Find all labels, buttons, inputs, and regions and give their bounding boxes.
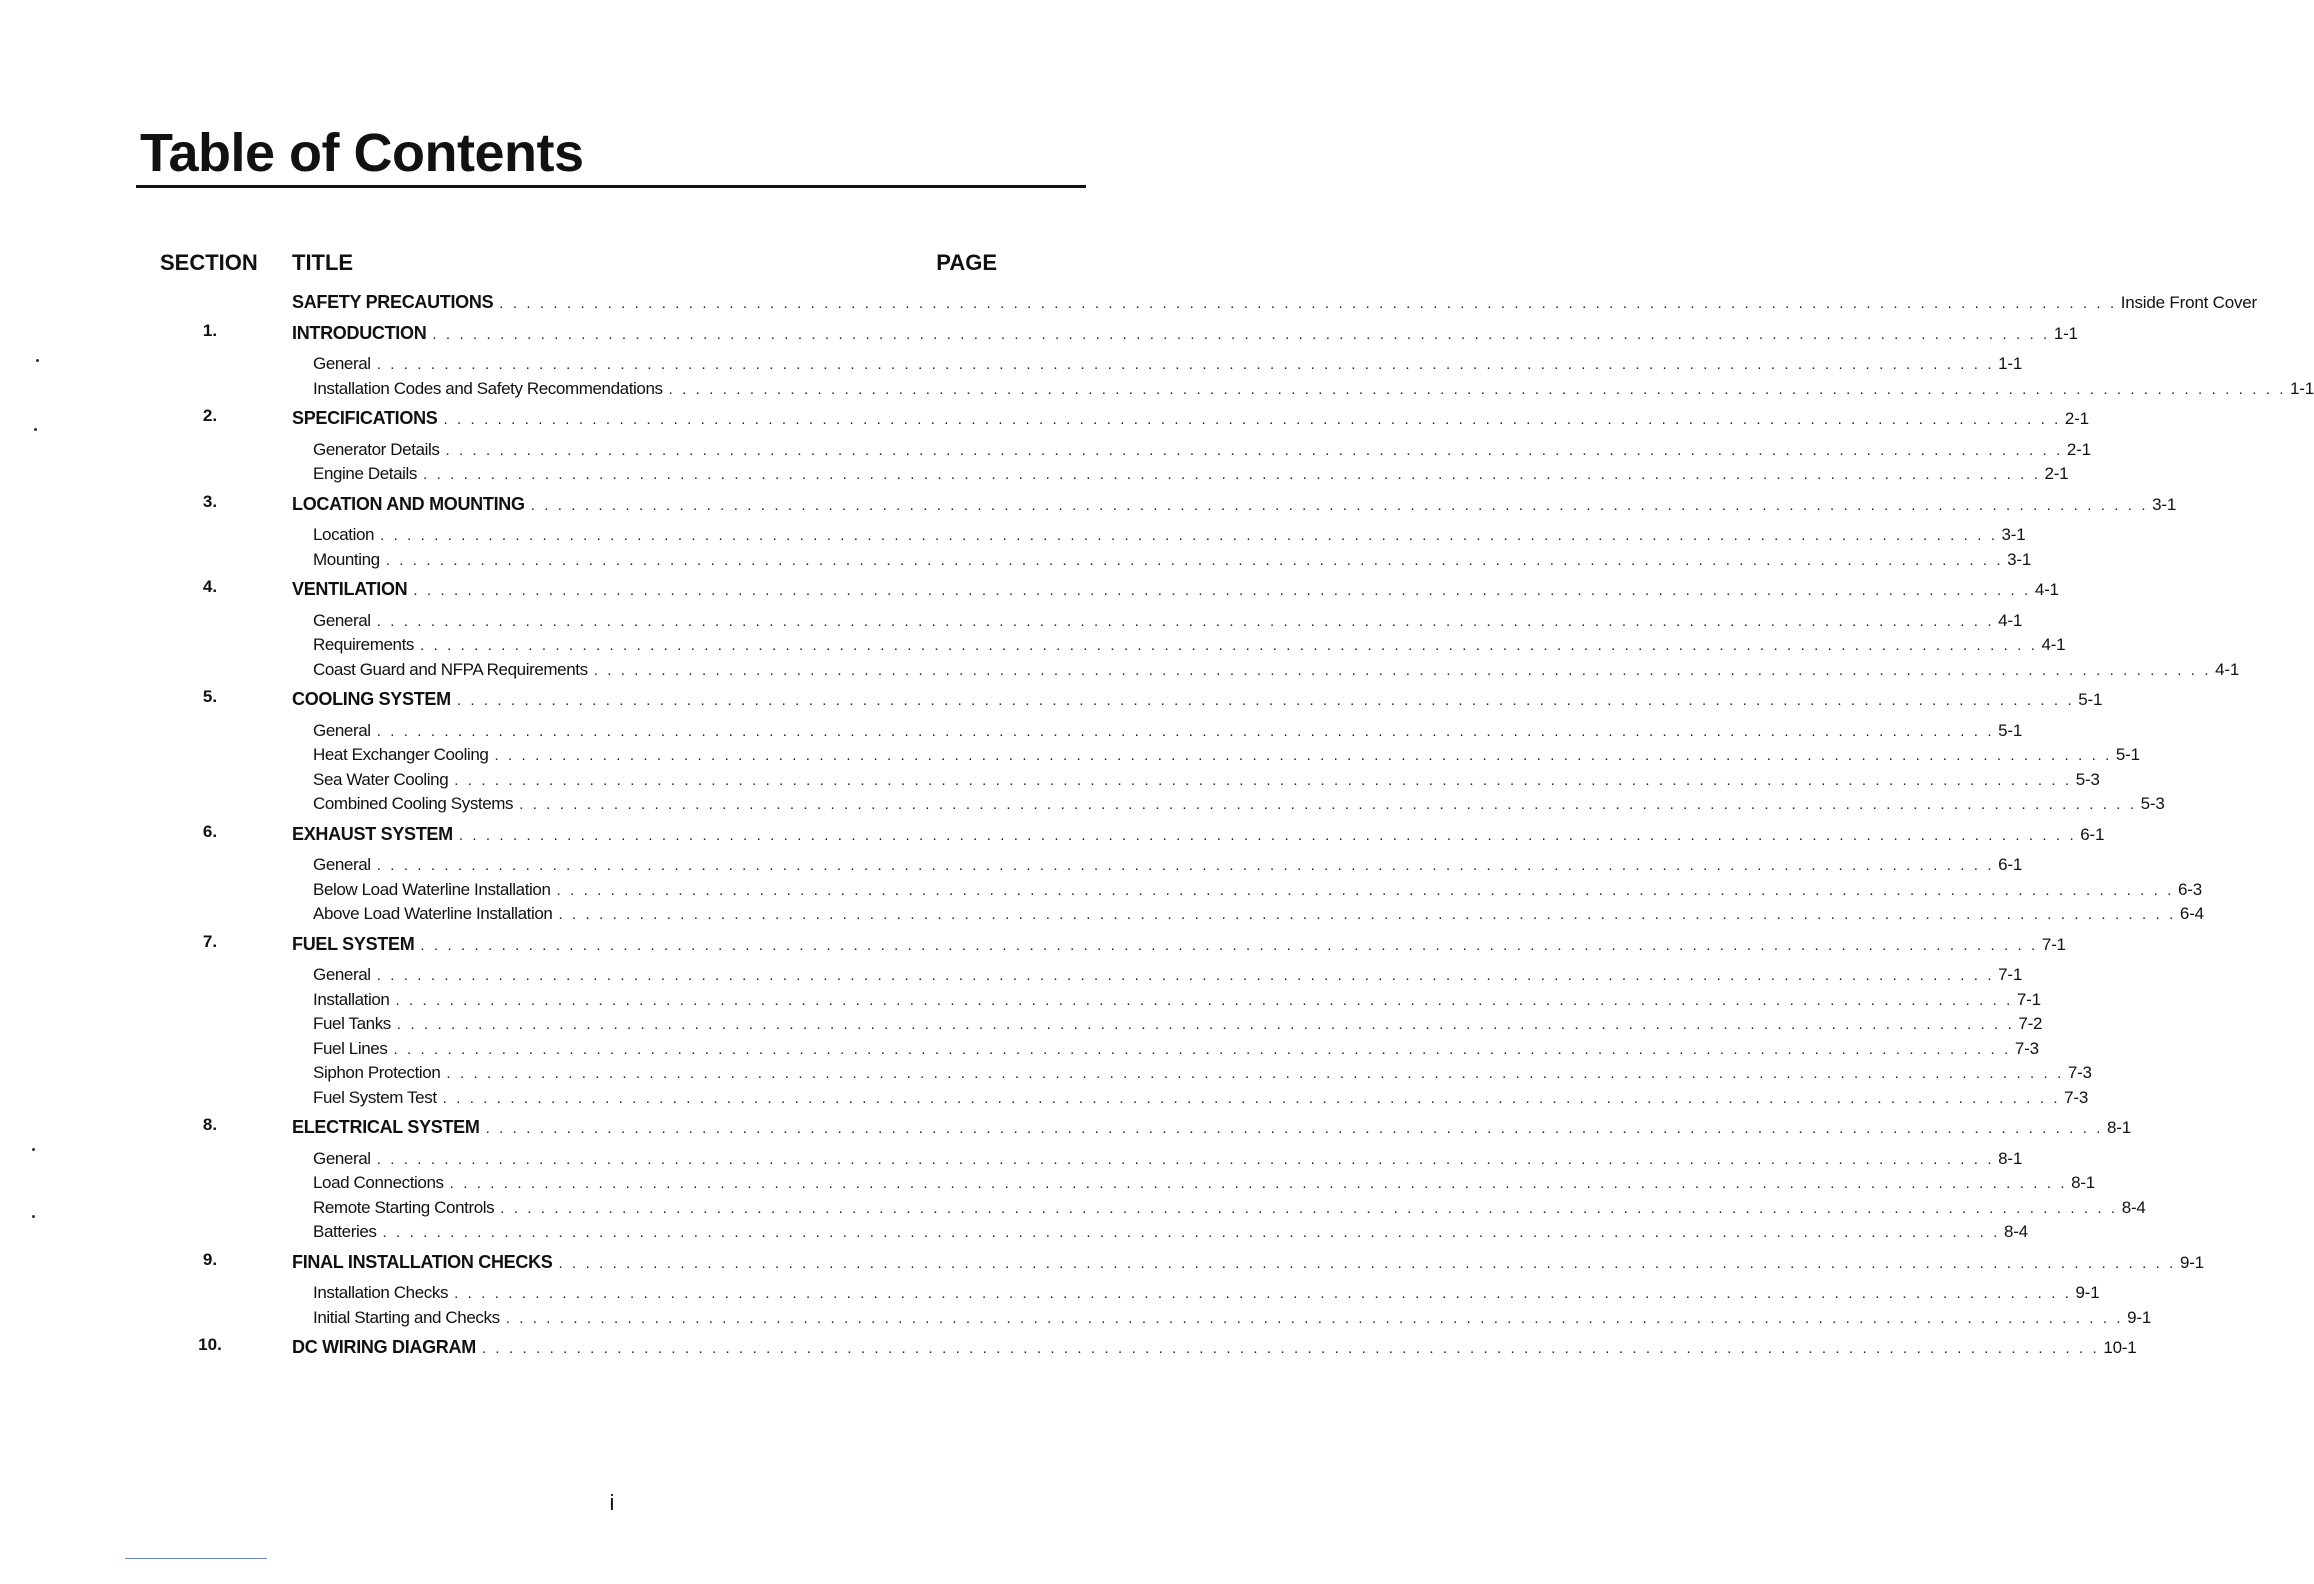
dot-leader: . . . . . . . . . . . . . . . . . . . . . . . . . . . . . . . . . . . . . . . . . . . . . . . . . . . . . . . . . . . . . . . . . . . . . . . . . . . . . . . . . . . . . . . . . . . . . . . . . . . . . . . . . . . . . . . . . . . . . . . . <box>442 1089 2061 1107</box>
page-title: Table of Contents <box>140 123 584 183</box>
entry-page: 1-1 <box>2053 323 2078 343</box>
entry-page: Inside Front Cover <box>2120 293 2257 312</box>
dot-leader: . . . . . . . . . . . . . . . . . . . . . . . . . . . . . . . . . . . . . . . . . . . . . . . . . . . . . . . . . . . . . . . . . . . . . . . . . . . . . . . . . . . . . . . . . . . . . . . . . . . . . . . . . . . . . . . . . . . . . . . . <box>423 466 2041 483</box>
toc-subsection-row <box>0 960 2023 985</box>
scan-artifact-line <box>125 1558 267 1559</box>
toc-subsection-row <box>0 1193 2146 1218</box>
toc-subsection-row <box>0 765 2100 790</box>
toc-subsection-row <box>0 1303 2152 1328</box>
dot-leader: . . . . . . . . . . . . . . . . . . . . . . . . . . . . . . . . . . . . . . . . . . . . . . . . . . . . . . . . . . . . . . . . . . . . . . . . . . . . . . . . . . . . . . . . . . . . . . . . . . . . . . . . . . . . . . . . . . . . . . . . <box>393 1040 2011 1058</box>
dot-leader: . . . . . . . . . . . . . . . . . . . . . . . . . . . . . . . . . . . . . . . . . . . . . . . . . . . . . . . . . . . . . . . . . . . . . . . . . . . . . . . . . . . . . . . . . . . . . . . . . . . . . . . . . . . . . . . . . . . . . . . . <box>668 380 2287 398</box>
dot-leader: . . . . . . . . . . . . . . . . . . . . . . . . . . . . . . . . . . . . . . . . . . . . . . . . . . . . . . . . . . . . . . . . . . . . . . . . . . . . . . . . . . . . . . . . . . . . . . . . . . . . . . . . . . . . . . . . . . . . . . . . <box>396 1016 2015 1033</box>
toc-entry <box>292 1333 2137 1358</box>
dot-leader: . . . . . . . . . . . . . . . . . . . . . . . . . . . . . . . . . . . . . . . . . . . . . . . . . . . . . . . . . . . . . . . . . . . . . . . . . . . . . . . . . . . . . . . . . . . . . . . . . . . . . . . . . . . . . . . . . . . . . . . . <box>558 906 2176 923</box>
entry-title: SPECIFICATIONS <box>292 408 438 428</box>
entry-title: EXHAUST SYSTEM <box>292 823 453 844</box>
entry-page: 8-1 <box>2107 1118 2132 1137</box>
section-number: 4. <box>202 577 218 596</box>
entry-title: General <box>313 855 371 874</box>
toc-entry <box>292 319 2078 344</box>
entry-page: 3-1 <box>2001 525 2026 544</box>
toc-section-row <box>0 820 2105 845</box>
toc-section-row <box>0 1333 2137 1358</box>
dot-leader: . . . . . . . . . . . . . . . . . . . . . . . . . . . . . . . . . . . . . . . . . . . . . . . . . . . . . . . . . . . . . . . . . . . . . . . . . . . . . . . . . . . . . . . . . . . . . . . . . . . . . . . . . . . . . . . . . . . . . . . . <box>420 936 2038 954</box>
section-number: 8. <box>202 1115 218 1134</box>
toc-subsection-row <box>0 374 2314 399</box>
page-number: i <box>609 1490 615 1515</box>
toc-section-row <box>0 288 2257 313</box>
toc-subsection-row <box>0 850 2023 875</box>
entry-title: Requirements <box>313 635 415 654</box>
toc-entry <box>313 545 2032 570</box>
toc-entry <box>313 374 2314 399</box>
entry-page: 4-1 <box>2215 659 2240 679</box>
section-number: 6. <box>202 821 218 841</box>
toc-entry <box>313 1058 2092 1083</box>
toc-subsection-row <box>0 630 2066 655</box>
toc-subsection-row <box>0 545 2032 570</box>
dot-leader: . . . . . . . . . . . . . . . . . . . . . . . . . . . . . . . . . . . . . . . . . . . . . . . . . . . . . . . . . . . . . . . . . . . . . . . . . . . . . . . . . . . . . . . . . . . . . . . . . . . . . . . . . . . . . . . . . . . . . . . . <box>376 1150 1995 1168</box>
entry-page: 6-3 <box>2177 879 2202 899</box>
entry-title: COOLING SYSTEM <box>292 689 451 709</box>
entry-title: Fuel System Test <box>313 1087 437 1107</box>
toc-subsection-row <box>0 875 2202 900</box>
toc-entry <box>313 435 2091 460</box>
entry-title: General <box>313 1148 371 1168</box>
entry-title: Initial Starting and Checks <box>313 1307 500 1327</box>
dot-leader: . . . . . . . . . . . . . . . . . . . . . . . . . . . . . . . . . . . . . . . . . . . . . . . . . . . . . . . . . . . . . . . . . . . . . . . . . . . . . . . . . . . . . . . . . . . . . . . . . . . . . . . . . . . . . . . . . . . . . . . . <box>376 722 1995 740</box>
entry-page: 5-1 <box>2078 690 2103 709</box>
entry-page: 6-1 <box>1998 855 2023 874</box>
entry-page: 7-2 <box>2018 1014 2043 1033</box>
toc-entry <box>313 1193 2146 1218</box>
toc-section-row <box>0 404 2089 429</box>
toc-section-row <box>0 685 2103 710</box>
dot-leader: . . . . . . . . . . . . . . . . . . . . . . . . . . . . . . . . . . . . . . . . . . . . . . . . . . . . . . . . . . . . . . . . . . . . . . . . . . . . . . . . . . . . . . . . . . . . . . . . . . . . . . . . . . . . . . . . . . . . . . . . <box>456 692 2075 709</box>
toc-entry <box>313 985 2041 1010</box>
entry-title: VENTILATION <box>292 579 408 599</box>
toc-entry <box>313 655 2240 680</box>
toc-subsection-row <box>0 1083 2089 1108</box>
entry-page: 7-3 <box>2014 1038 2039 1058</box>
dot-leader: . . . . . . . . . . . . . . . . . . . . . . . . . . . . . . . . . . . . . . . . . . . . . . . . . . . . . . . . . . . . . . . . . . . . . . . . . . . . . . . . . . . . . . . . . . . . . . . . . . . . . . . . . . . . . . . . . . . . . . . . <box>481 1340 2100 1357</box>
section-number: 3. <box>202 491 218 511</box>
scan-speck <box>32 1215 35 1218</box>
dot-leader: . . . . . . . . . . . . . . . . . . . . . . . . . . . . . . . . . . . . . . . . . . . . . . . . . . . . . . . . . . . . . . . . . . . . . . . . . . . . . . . . . . . . . . . . . . . . . . . . . . . . . . . . . . . . . . . . . . . . . . . . <box>385 551 2004 569</box>
dot-leader: . . . . . . . . . . . . . . . . . . . . . . . . . . . . . . . . . . . . . . . . . . . . . . . . . . . . . . . . . . . . . . . . . . . . . . . . . . . . . . . . . . . . . . . . . . . . . . . . . . . . . . . . . . . . . . . . . . . . . . . . <box>432 325 2050 343</box>
entry-title: Installation Checks <box>313 1283 449 1302</box>
section-number: 9. <box>202 1249 218 1269</box>
column-header-page: PAGE <box>936 250 997 275</box>
entry-page: 6-4 <box>2179 904 2204 923</box>
toc-entry <box>292 930 2066 955</box>
dot-leader: . . . . . . . . . . . . . . . . . . . . . . . . . . . . . . . . . . . . . . . . . . . . . . . . . . . . . . . . . . . . . . . . . . . . . . . . . . . . . . . . . . . . . . . . . . . . . . . . . . . . . . . . . . . . . . . . . . . . . . . . <box>558 1254 2176 1272</box>
toc-entry <box>292 1113 2132 1138</box>
entry-title: Location <box>313 525 375 544</box>
entry-page: 7-1 <box>2041 934 2066 954</box>
toc-subsection-row <box>0 899 2204 924</box>
column-header-title: TITLE <box>292 250 354 275</box>
toc-entry <box>313 520 2026 545</box>
toc-subsection-row <box>0 740 2140 765</box>
toc-subsection-row <box>0 1034 2039 1059</box>
toc-entry <box>313 630 2066 655</box>
entry-title: Generator Details <box>313 439 440 459</box>
toc-subsection-row <box>0 459 2069 484</box>
dot-leader: . . . . . . . . . . . . . . . . . . . . . . . . . . . . . . . . . . . . . . . . . . . . . . . . . . . . . . . . . . . . . . . . . . . . . . . . . . . . . . . . . . . . . . . . . . . . . . . . . . . . . . . . . . . . . . . . . . . . . . . . <box>445 441 2063 459</box>
toc-entry <box>313 1217 2028 1242</box>
toc-section-row <box>0 1113 2132 1138</box>
entry-title: Combined Cooling Systems <box>313 794 514 813</box>
entry-title: Siphon Protection <box>313 1063 441 1082</box>
dot-leader: . . . . . . . . . . . . . . . . . . . . . . . . . . . . . . . . . . . . . . . . . . . . . . . . . . . . . . . . . . . . . . . . . . . . . . . . . . . . . . . . . . . . . . . . . . . . . . . . . . . . . . . . . . . . . . . . . . . . . . . . <box>593 661 2212 679</box>
section-number: 5. <box>202 687 218 706</box>
section-number: 1. <box>202 320 218 340</box>
entry-title: Heat Exchanger Cooling <box>313 745 489 764</box>
entry-page: 2-1 <box>2044 464 2069 483</box>
scan-speck <box>36 359 39 362</box>
toc-entry <box>313 1083 2089 1108</box>
toc-subsection-row <box>0 655 2240 680</box>
toc-subsection-row <box>0 1009 2043 1034</box>
scan-speck <box>32 1148 35 1151</box>
toc-entry <box>292 1248 2204 1273</box>
dot-leader: . . . . . . . . . . . . . . . . . . . . . . . . . . . . . . . . . . . . . . . . . . . . . . . . . . . . . . . . . . . . . . . . . . . . . . . . . . . . . . . . . . . . . . . . . . . . . . . . . . . . . . . . . . . . . . . . . . . . . . . . <box>446 1065 2064 1082</box>
entry-title: Sea Water Cooling <box>313 769 449 789</box>
toc-entry <box>313 716 2023 741</box>
dot-leader: . . . . . . . . . . . . . . . . . . . . . . . . . . . . . . . . . . . . . . . . . . . . . . . . . . . . . . . . . . . . . . . . . . . . . . . . . . . . . . . . . . . . . . . . . . . . . . . . . . . . . . . . . . . . . . . . . . . . . . . . <box>454 1285 2072 1302</box>
entry-page: 7-3 <box>2064 1087 2089 1107</box>
dot-leader: . . . . . . . . . . . . . . . . . . . . . . . . . . . . . . . . . . . . . . . . . . . . . . . . . . . . . . . . . . . . . . . . . . . . . . . . . . . . . . . . . . . . . . . . . . . . . . . . . . . . . . . . . . . . . . . . . . . . . . . . <box>449 1175 2068 1192</box>
toc-entry <box>313 960 2023 985</box>
toc-subsection-row <box>0 1058 2092 1083</box>
entry-title: DC WIRING DIAGRAM <box>292 1337 476 1357</box>
entry-title: Mounting <box>313 549 380 569</box>
entry-title: General <box>313 965 371 984</box>
entry-page: 4-1 <box>2041 635 2066 654</box>
dot-leader: . . . . . . . . . . . . . . . . . . . . . . . . . . . . . . . . . . . . . . . . . . . . . . . . . . . . . . . . . . . . . . . . . . . . . . . . . . . . . . . . . . . . . . . . . . . . . . . . . . . . . . . . . . . . . . . . . . . . . . . . <box>380 527 1998 544</box>
entry-title: Installation Codes and Safety Recommendations <box>313 378 663 398</box>
toc-entry <box>313 1009 2043 1034</box>
toc-entry <box>313 349 2023 374</box>
entry-page: 8-4 <box>2003 1222 2028 1241</box>
entry-page: 4-1 <box>1998 610 2023 630</box>
dot-leader: . . . . . . . . . . . . . . . . . . . . . . . . . . . . . . . . . . . . . . . . . . . . . . . . . . . . . . . . . . . . . . . . . . . . . . . . . . . . . . . . . . . . . . . . . . . . . . . . . . . . . . . . . . . . . . . . . . . . . . . . <box>500 1199 2118 1217</box>
toc-entry <box>292 490 2177 515</box>
entry-title: Coast Guard and NFPA Requirements <box>313 659 588 679</box>
entry-page: 3-1 <box>2152 494 2177 514</box>
entry-page: 5-1 <box>1998 720 2023 740</box>
toc-subsection-row <box>0 1168 2096 1193</box>
dot-leader: . . . . . . . . . . . . . . . . . . . . . . . . . . . . . . . . . . . . . . . . . . . . . . . . . . . . . . . . . . . . . . . . . . . . . . . . . . . . . . . . . . . . . . . . . . . . . . . . . . . . . . . . . . . . . . . . . . . . . . . . <box>382 1224 2000 1241</box>
entry-title: Installation <box>313 989 390 1009</box>
dot-leader: . . . . . . . . . . . . . . . . . . . . . . . . . . . . . . . . . . . . . . . . . . . . . . . . . . . . . . . . . . . . . . . . . . . . . . . . . . . . . . . . . . . . . . . . . . . . . . . . . . . . . . . . . . . . . . . . . . . . . . . . <box>519 796 2137 813</box>
toc-entry <box>313 459 2069 484</box>
entry-page: 4-1 <box>2034 580 2059 599</box>
dot-leader: . . . . . . . . . . . . . . . . . . . . . . . . . . . . . . . . . . . . . . . . . . . . . . . . . . . . . . . . . . . . . . . . . . . . . . . . . . . . . . . . . . . . . . . . . . . . . . . . . . . . . . . . . . . . . . . . . . . . . . . . <box>376 356 1995 373</box>
dot-leader: . . . . . . . . . . . . . . . . . . . . . . . . . . . . . . . . . . . . . . . . . . . . . . . . . . . . . . . . . . . . . . . . . . . . . . . . . . . . . . . . . . . . . . . . . . . . . . . . . . . . . . . . . . . . . . . . . . . . . . . . <box>443 411 2061 428</box>
entry-title: ELECTRICAL SYSTEM <box>292 1117 480 1137</box>
toc-section-row <box>0 1248 2204 1273</box>
title-underline <box>136 185 1086 188</box>
entry-title: Remote Starting Controls <box>313 1197 495 1217</box>
entry-title: SAFETY PRECAUTIONS <box>292 292 494 312</box>
entry-page: 7-1 <box>1998 965 2023 984</box>
toc-entry <box>313 1168 2096 1193</box>
dot-leader: . . . . . . . . . . . . . . . . . . . . . . . . . . . . . . . . . . . . . . . . . . . . . . . . . . . . . . . . . . . . . . . . . . . . . . . . . . . . . . . . . . . . . . . . . . . . . . . . . . . . . . . . . . . . . . . . . . . . . . . . <box>413 582 2031 599</box>
entry-page: 5-3 <box>2140 794 2165 813</box>
dot-leader: . . . . . . . . . . . . . . . . . . . . . . . . . . . . . . . . . . . . . . . . . . . . . . . . . . . . . . . . . . . . . . . . . . . . . . . . . . . . . . . . . . . . . . . . . . . . . . . . . . . . . . . . . . . . . . . . . . . . . . . . <box>376 967 1995 984</box>
toc-subsection-row <box>0 520 2026 545</box>
section-number: 2. <box>202 406 218 425</box>
dot-leader: . . . . . . . . . . . . . . . . . . . . . . . . . . . . . . . . . . . . . . . . . . . . . . . . . . . . . . . . . . . . . . . . . . . . . . . . . . . . . . . . . . . . . . . . . . . . . . . . . . . . . . . . . . . . . . . . . . . . . . . . <box>556 881 2174 899</box>
toc-subsection-row <box>0 349 2023 374</box>
toc-subsection-row <box>0 1278 2100 1303</box>
entry-title: Load Connections <box>313 1173 444 1192</box>
toc-subsection-row <box>0 1217 2028 1242</box>
toc-entry <box>292 820 2105 845</box>
toc-subsection-row <box>0 435 2091 460</box>
toc-section-row <box>0 575 2059 600</box>
entry-title: Above Load Waterline Installation <box>313 904 553 923</box>
entry-page: 8-1 <box>2071 1173 2096 1192</box>
toc-entry <box>313 765 2100 790</box>
toc-subsection-row <box>0 789 2165 814</box>
toc-entry <box>313 1303 2152 1328</box>
section-number: 7. <box>202 931 218 951</box>
toc-section-row <box>0 319 2078 344</box>
entry-title: General <box>313 354 371 373</box>
entry-page: 9-1 <box>2179 1252 2204 1272</box>
entry-page: 6-1 <box>2080 824 2105 844</box>
toc-section-row <box>0 930 2066 955</box>
entry-page: 5-1 <box>2115 745 2140 764</box>
toc-entry <box>313 740 2140 765</box>
dot-leader: . . . . . . . . . . . . . . . . . . . . . . . . . . . . . . . . . . . . . . . . . . . . . . . . . . . . . . . . . . . . . . . . . . . . . . . . . . . . . . . . . . . . . . . . . . . . . . . . . . . . . . . . . . . . . . . . . . . . . . . . <box>458 826 2077 844</box>
entry-page: 8-4 <box>2121 1197 2146 1217</box>
entry-title: Fuel Lines <box>313 1038 388 1058</box>
toc-entry <box>313 850 2023 875</box>
entry-title: LOCATION AND MOUNTING <box>292 493 525 514</box>
dot-leader: . . . . . . . . . . . . . . . . . . . . . . . . . . . . . . . . . . . . . . . . . . . . . . . . . . . . . . . . . . . . . . . . . . . . . . . . . . . . . . . . . . . . . . . . . . . . . . . . . . . . . . . . . . . . . . . . . . . . . . . . <box>530 496 2149 514</box>
toc-entry <box>313 1278 2100 1303</box>
entry-page: 2-1 <box>2064 409 2089 428</box>
dot-leader: . . . . . . . . . . . . . . . . . . . . . . . . . . . . . . . . . . . . . . . . . . . . . . . . . . . . . . . . . . . . . . . . . . . . . . . . . . . . . . . . . . . . . . . . . . . . . . . . . . . . . . . . . . . . . . . . . . . . . . . . <box>499 295 2117 312</box>
entry-title: General <box>313 610 371 630</box>
dot-leader: . . . . . . . . . . . . . . . . . . . . . . . . . . . . . . . . . . . . . . . . . . . . . . . . . . . . . . . . . . . . . . . . . . . . . . . . . . . . . . . . . . . . . . . . . . . . . . . . . . . . . . . . . . . . . . . . . . . . . . . . <box>395 991 2013 1009</box>
entry-page: 3-1 <box>2007 549 2032 569</box>
entry-page: 7-3 <box>2067 1063 2092 1082</box>
toc-subsection-row <box>0 606 2023 631</box>
dot-leader: . . . . . . . . . . . . . . . . . . . . . . . . . . . . . . . . . . . . . . . . . . . . . . . . . . . . . . . . . . . . . . . . . . . . . . . . . . . . . . . . . . . . . . . . . . . . . . . . . . . . . . . . . . . . . . . . . . . . . . . . <box>505 1309 2124 1327</box>
entry-title: Fuel Tanks <box>313 1014 391 1033</box>
toc-subsection-row <box>0 1144 2023 1169</box>
entry-title: General <box>313 720 371 740</box>
toc-entry <box>313 1144 2023 1169</box>
toc-subsection-row <box>0 985 2041 1010</box>
toc-entry <box>292 288 2257 313</box>
entry-page: 1-1 <box>1998 354 2023 373</box>
dot-leader: . . . . . . . . . . . . . . . . . . . . . . . . . . . . . . . . . . . . . . . . . . . . . . . . . . . . . . . . . . . . . . . . . . . . . . . . . . . . . . . . . . . . . . . . . . . . . . . . . . . . . . . . . . . . . . . . . . . . . . . . <box>485 1120 2104 1137</box>
entry-page: 8-1 <box>1998 1148 2023 1168</box>
entry-page: 2-1 <box>2066 439 2091 459</box>
dot-leader: . . . . . . . . . . . . . . . . . . . . . . . . . . . . . . . . . . . . . . . . . . . . . . . . . . . . . . . . . . . . . . . . . . . . . . . . . . . . . . . . . . . . . . . . . . . . . . . . . . . . . . . . . . . . . . . . . . . . . . . . <box>494 747 2112 764</box>
section-number: 10. <box>198 1335 222 1354</box>
entry-page: 9-1 <box>2127 1307 2152 1327</box>
dot-leader: . . . . . . . . . . . . . . . . . . . . . . . . . . . . . . . . . . . . . . . . . . . . . . . . . . . . . . . . . . . . . . . . . . . . . . . . . . . . . . . . . . . . . . . . . . . . . . . . . . . . . . . . . . . . . . . . . . . . . . . . <box>376 857 1995 874</box>
entry-title: Batteries <box>313 1222 377 1241</box>
entry-page: 10-1 <box>2103 1338 2137 1357</box>
dot-leader: . . . . . . . . . . . . . . . . . . . . . . . . . . . . . . . . . . . . . . . . . . . . . . . . . . . . . . . . . . . . . . . . . . . . . . . . . . . . . . . . . . . . . . . . . . . . . . . . . . . . . . . . . . . . . . . . . . . . . . . . <box>454 771 2072 789</box>
toc-entry <box>313 899 2204 924</box>
toc-entry <box>313 606 2023 631</box>
entry-title: FINAL INSTALLATION CHECKS <box>292 1251 553 1272</box>
toc-entry <box>313 1034 2039 1059</box>
entry-title: INTRODUCTION <box>292 322 427 343</box>
entry-title: Below Load Waterline Installation <box>313 879 551 899</box>
dot-leader: . . . . . . . . . . . . . . . . . . . . . . . . . . . . . . . . . . . . . . . . . . . . . . . . . . . . . . . . . . . . . . . . . . . . . . . . . . . . . . . . . . . . . . . . . . . . . . . . . . . . . . . . . . . . . . . . . . . . . . . . <box>420 637 2038 654</box>
entry-title: FUEL SYSTEM <box>292 933 415 954</box>
toc-section-row <box>0 490 2177 515</box>
entry-page: 1-1 <box>2290 378 2314 398</box>
entry-page: 9-1 <box>2075 1283 2100 1302</box>
entry-page: 5-3 <box>2075 769 2100 789</box>
entry-page: 7-1 <box>2016 989 2041 1009</box>
entry-title: Engine Details <box>313 464 418 483</box>
dot-leader: . . . . . . . . . . . . . . . . . . . . . . . . . . . . . . . . . . . . . . . . . . . . . . . . . . . . . . . . . . . . . . . . . . . . . . . . . . . . . . . . . . . . . . . . . . . . . . . . . . . . . . . . . . . . . . . . . . . . . . . . <box>376 612 1995 630</box>
column-header-section: SECTION <box>160 250 258 275</box>
toc-subsection-row <box>0 716 2023 741</box>
toc-entry <box>313 875 2202 900</box>
toc-entry <box>313 789 2165 814</box>
toc-entry <box>292 685 2103 710</box>
toc-entry <box>292 404 2089 429</box>
scan-speck <box>34 428 37 431</box>
toc-entry <box>292 575 2059 600</box>
